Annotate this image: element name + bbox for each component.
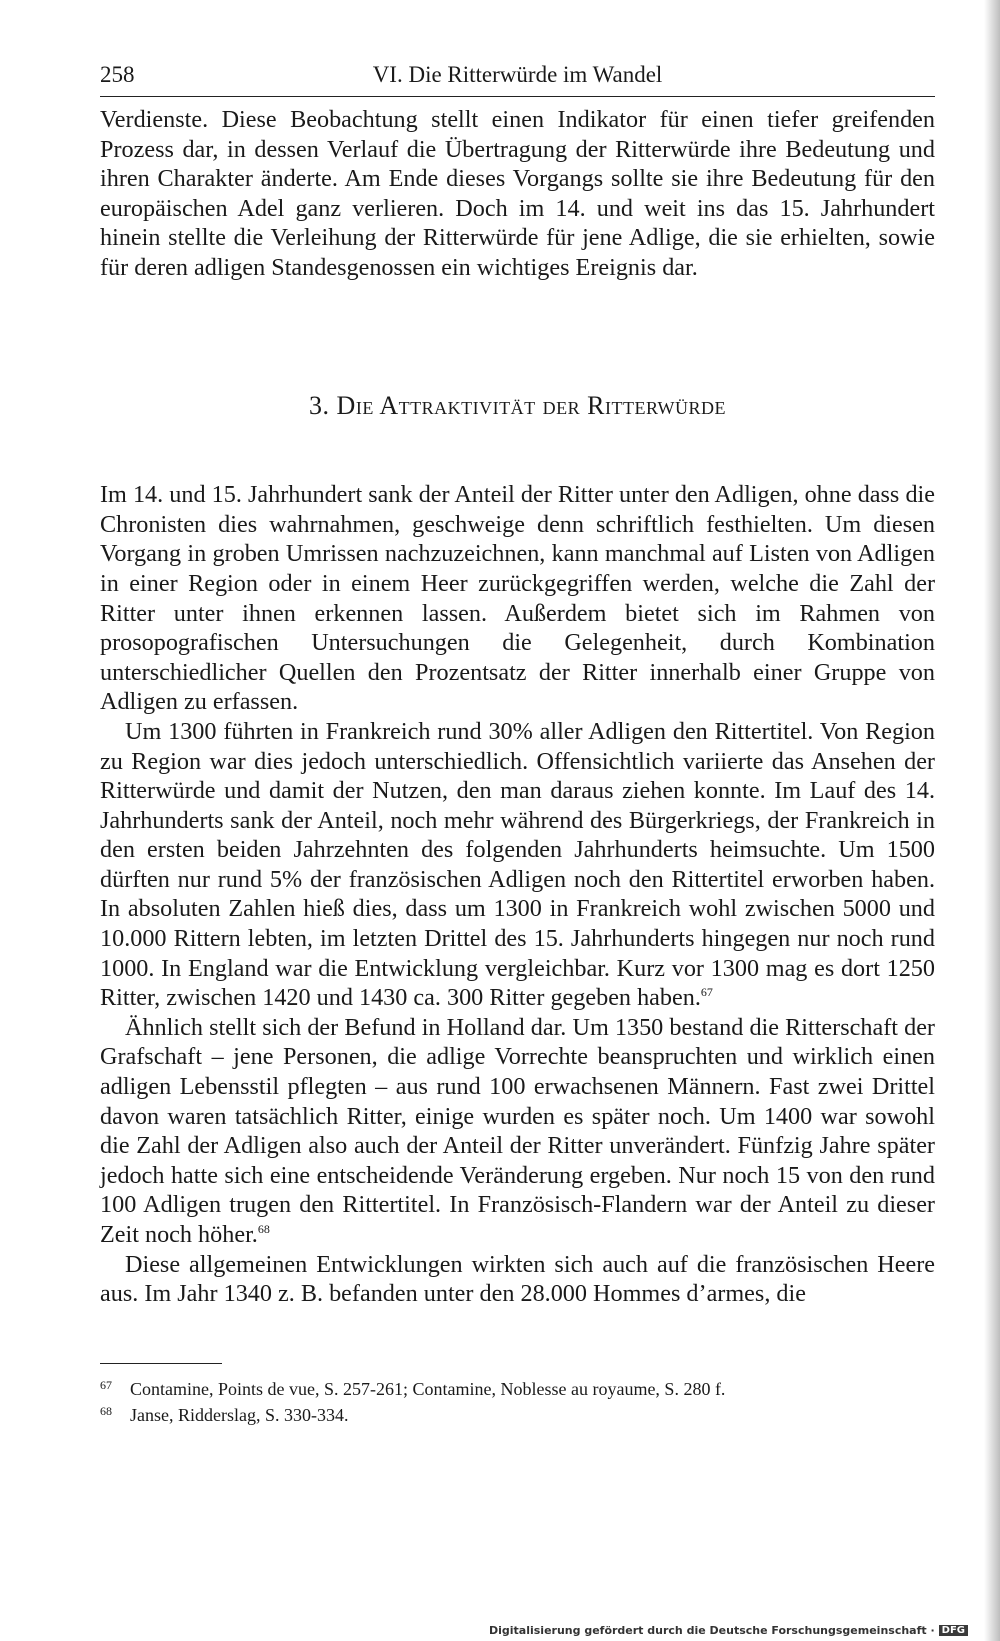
footnote-divider bbox=[100, 1363, 222, 1364]
section-heading: 3. Die Attraktivität der Ritterwürde bbox=[309, 390, 726, 420]
footnote-67 bbox=[100, 1376, 935, 1402]
paragraph-3-text: Ähnlich stellt sich der Befund in Holland dar. Um 1350 bestand die Ritterschaft der Grafschaft – jene Personen, die adlige Vorrechte beanspruchten und wirklich einen adligen Lebensstil pflegten – aus rund 100 erwachsenen Männern. Fast zwei Drittel davon waren tatsächlich Ritter, einige wurden es später noch. Um 1400 war sowohl die Zahl der Adligen also auch der Anteil der Ritter unverändert. Fünfzig Jahre später jedoch hatte sich eine entscheidende Veränderung ergeben. Nur noch 15 von den rund 100 Adligen trugen den Rittertitel. In Französisch-Flandern war der Anteil zu dieser Zeit noch höher. bbox=[100, 1013, 935, 1248]
dfg-logo-icon: DFG bbox=[939, 1625, 968, 1636]
paragraph-2 bbox=[100, 717, 935, 1013]
credit-text: Digitalisierung gefördert durch die Deutsche Forschungsgemeinschaft · bbox=[488, 1624, 935, 1637]
footnote-68 bbox=[100, 1402, 935, 1428]
body-text bbox=[100, 105, 935, 1309]
footnote-ref-68[interactable]: 68 bbox=[257, 1221, 270, 1236]
paragraph-2-text: Um 1300 führten in Frankreich rund 30% aller Adligen den Rittertitel. Von Region zu Region war dies jedoch unterschiedlich. Offensichtlich variierte das Ansehen der Ritterwürde und damit der Nutzen, den man daraus ziehen konnte. Im Lauf des 14. Jahrhunderts sank der Anteil, noch mehr während des Bürgerkriegs, der Frankreich in den ersten beiden Jahrzehnten des folgenden Jahrhunderts heimsuchte. Um 1500 dürften nur rund 5% der französischen Adligen noch den Rittertitel erworben haben. In absoluten Zahlen hieß dies, dass um 1300 in Frankreich wohl zwischen 5000 und 10.000 Rittern lebten, im letzten Drittel des 15. Jahrhunderts hingegen nur noch rund 1000. In England war die Entwicklung vergleichbar. Kurz vor 1300 mag es dort 1250 Ritter, zwischen 1420 und 1430 ca. 300 Ritter gegeben haben. bbox=[100, 717, 935, 1012]
footnotes bbox=[100, 1376, 935, 1428]
paragraph-intro: Verdienste. Diese Beobachtung stellt einen Indikator für einen tiefer greifenden Prozess dar, in dessen Verlauf die Übertragung der Ritterwürde ihre Bedeutung und ihren Charakter änderte. Am Ende dieses Vorgangs sollte sie ihre Bedeutung für den europäischen Adel ganz verlieren. Doch im 14. und weit ins das 15. Jahrhundert hinein stellte die Verleihung der Ritterwürde für jene Adlige, die sie erhielten, sowie für deren adligen Standesgenossen ein wichtiges Ereignis dar. bbox=[100, 106, 935, 281]
book-page bbox=[100, 58, 935, 1428]
footnote-number: 68 bbox=[100, 1403, 112, 1418]
footnote-text: Contamine, Points de vue, S. 257-261; Contamine, Noblesse au royaume, S. 280 f. bbox=[130, 1378, 726, 1399]
paragraph-1: Im 14. und 15. Jahrhundert sank der Anteil der Ritter unter den Adligen, ohne dass die Chronisten dies wahrnahmen, geschweige denn schriftlich festhielten. Um diesen Vorgang in groben Umrissen nachzuzeichnen, kann manchmal auf Listen von Adligen in einer Region oder in einem Heer zurückgegriffen werden, welche die Zahl der Ritter unter ihnen erkennen lassen. Außerdem bietet sich im Rahmen von prosopografischen Untersuchungen die Gelegenheit, durch Kombination unterschiedlicher Quellen den Prozentsatz der Ritter innerhalb einer Gruppe von Adligen zu erfassen. bbox=[100, 481, 935, 716]
running-header bbox=[100, 58, 935, 97]
running-title: VI. Die Ritterwürde im Wandel bbox=[372, 62, 663, 87]
page-edge-shadow bbox=[984, 0, 1000, 1641]
paragraph-3 bbox=[100, 1013, 935, 1250]
paragraph-4: Diese allgemeinen Entwicklungen wirkten sich auch auf die französischen Heere aus. Im Jahr 1340 z. B. befanden unter den 28.000 Hommes d’armes, die bbox=[100, 1250, 935, 1308]
digitization-credit bbox=[489, 1624, 968, 1637]
footnote-ref-67[interactable]: 67 bbox=[700, 985, 713, 1000]
page-number: 258 bbox=[100, 62, 135, 87]
footnote-text: Janse, Ridderslag, S. 330-334. bbox=[130, 1404, 349, 1425]
footnote-number: 67 bbox=[100, 1377, 112, 1392]
